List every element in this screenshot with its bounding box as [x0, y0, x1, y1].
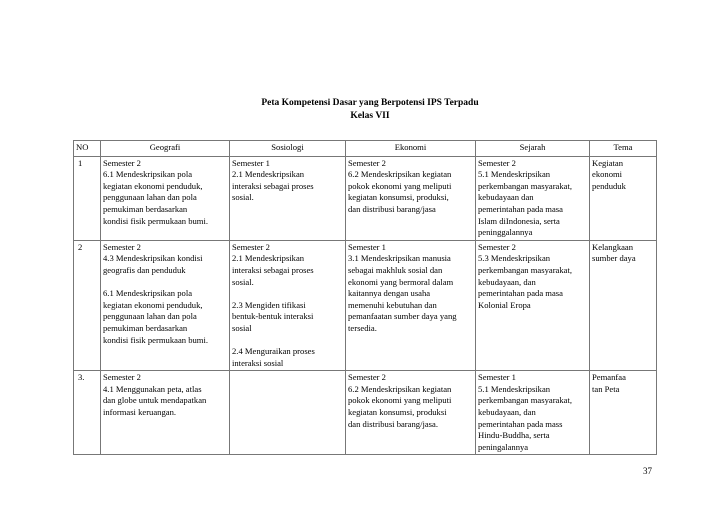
column-header-sejarah: Sejarah — [476, 141, 590, 157]
cell-line: pemerintahan pada mass — [478, 418, 563, 429]
cell-line: 2.1 Mendeskripsikan — [232, 169, 305, 180]
cell-line: Hindu-Buddha, serta — [478, 430, 550, 441]
cell-line: perkembangan masyarakat, — [478, 180, 573, 191]
cell-line: sumber daya — [592, 253, 636, 264]
cell-line: dan distribusi barang/jasa. — [348, 418, 438, 429]
cell-line: pokok ekonomi yang meliputi — [348, 180, 452, 191]
cell-line — [232, 288, 343, 300]
cell-line: 6.2 Mendeskripsikan kegiatan — [348, 169, 452, 180]
cell-line: kegiatan konsumsi, produksi, — [348, 192, 449, 203]
cell-line: informasi keruangan. — [103, 407, 177, 418]
cell-geografi — [101, 371, 230, 455]
cell-line: interaksi sosial — [232, 357, 284, 368]
table-row — [74, 371, 657, 455]
cell-line: kebudayaan, dan — [478, 276, 536, 287]
cell-line: sosial — [232, 322, 252, 333]
cell-line: peninggalannya — [478, 227, 533, 238]
cell-line: kebudayaan dan — [478, 192, 534, 203]
cell-sejarah — [476, 156, 590, 240]
cell-line: tan Peta — [592, 383, 620, 394]
document-subtitle: Kelas VII — [350, 111, 390, 121]
cell-line: Semester 2 — [103, 241, 141, 252]
cell-geografi — [101, 240, 230, 371]
cell-line: penggunaan lahan dan pola — [103, 192, 197, 203]
cell-line: 6.1 Mendeskripsikan pola — [103, 169, 193, 180]
cell-line: geografis dan penduduk — [103, 264, 186, 275]
cell-sosiologi — [230, 371, 346, 455]
cell-geografi — [101, 156, 230, 240]
cell-ekonomi — [346, 240, 476, 371]
cell-line: Semester 2 — [478, 157, 516, 168]
page-number: 37 — [643, 466, 652, 476]
cell-line: perkembangan masyarakat, — [478, 395, 573, 406]
cell-line: Semester 1 — [348, 241, 386, 252]
column-header-tema: Tema — [590, 141, 657, 157]
cell-line: kondisi fisik permukaan bumi. — [103, 215, 209, 226]
cell-line: Semester 1 — [478, 372, 516, 383]
cell-line: interaksi sebagai proses — [232, 180, 314, 191]
cell-line: pemukiman berdasarkan — [103, 322, 188, 333]
cell-line: perkembangan masyarakat, — [478, 264, 573, 275]
cell-line: 2.1 Mendeskripsikan — [232, 253, 305, 264]
cell-line: Semester 2 — [232, 241, 270, 252]
cell-line — [103, 277, 227, 289]
cell-line: pemanfaatan sumber daya yang — [348, 311, 457, 322]
cell-line: peningalannya — [478, 441, 529, 452]
cell-line: dan globe untuk mendapatkan — [103, 395, 207, 406]
cell-line: Semester 2 — [103, 157, 141, 168]
cell-line: Islam diIndonesia, serta — [478, 215, 560, 226]
column-header-no: NO — [74, 141, 101, 157]
cell-line: 3.1 Mendeskripsikan manusia — [348, 253, 451, 264]
cell-line: Pemanfaa — [592, 372, 626, 383]
cell-line: kaitannya dengan usaha — [348, 288, 431, 299]
table-header-row — [74, 141, 657, 157]
cell-line: kegiatan ekonomi penduduk, — [103, 299, 203, 310]
cell-line: Semester 2 — [348, 157, 386, 168]
row-number: 1 — [74, 156, 101, 240]
cell-line: ekonomi — [592, 169, 623, 180]
cell-line: sosial. — [232, 192, 254, 203]
column-header-geografi: Geografi — [101, 141, 230, 157]
cell-line: Semester 2 — [478, 241, 516, 252]
cell-line: kebudayaan, dan — [478, 407, 536, 418]
cell-sosiologi — [230, 240, 346, 371]
cell-line: tersedia. — [348, 322, 377, 333]
cell-line: 4.3 Mendeskripsikan kondisi — [103, 253, 203, 264]
cell-line: bentuk-bentuk interaksi — [232, 311, 314, 322]
cell-line: penggunaan lahan dan pola — [103, 311, 197, 322]
cell-line: kegiatan konsumsi, produksi — [348, 407, 447, 418]
cell-line: Semester 2 — [103, 372, 141, 383]
cell-line: pokok ekonomi yang meliputi — [348, 395, 452, 406]
cell-sosiologi — [230, 156, 346, 240]
competency-map-table — [73, 140, 657, 455]
cell-line: memenuhi kebutuhan dan — [348, 299, 437, 310]
cell-ekonomi — [346, 156, 476, 240]
cell-line: interaksi sebagai proses — [232, 264, 314, 275]
cell-line: 2.3 Mengiden tifikasi — [232, 299, 306, 310]
cell-line: 6.1 Mendeskripsikan pola — [103, 288, 193, 299]
cell-line: kondisi fisik permukaan bumi. — [103, 334, 209, 345]
cell-line — [232, 335, 343, 347]
cell-line: kegiatan ekonomi penduduk, — [103, 180, 203, 191]
cell-sejarah — [476, 240, 590, 371]
cell-line: sosial. — [232, 276, 254, 287]
document-header — [200, 97, 540, 123]
cell-line: 5.3 Mendeskripsikan — [478, 253, 551, 264]
cell-line: Kelangkaan — [592, 241, 634, 252]
cell-line: sebagai makhluk sosial dan — [348, 264, 443, 275]
cell-line: Kegiatan — [592, 157, 624, 168]
cell-line: 5.1 Mendeskripsikan — [478, 383, 551, 394]
cell-line: 2.4 Menguraikan proses — [232, 346, 315, 357]
cell-ekonomi — [346, 371, 476, 455]
cell-line: 6.2 Mendeskripsikan kegiatan — [348, 383, 452, 394]
cell-line: pemerintahan pada masa — [478, 203, 563, 214]
cell-line: penduduk — [592, 180, 626, 191]
cell-tema — [590, 240, 657, 371]
column-header-sosiologi: Sosiologi — [230, 141, 346, 157]
cell-tema — [590, 156, 657, 240]
row-number: 3. — [74, 371, 101, 455]
cell-line: 5.1 Mendeskripsikan — [478, 169, 551, 180]
cell-line: pemerintahan pada masa — [478, 288, 563, 299]
column-header-ekonomi: Ekonomi — [346, 141, 476, 157]
table-row — [74, 156, 657, 240]
cell-line: dan distribusi barang/jasa — [348, 203, 436, 214]
cell-line: Semester 1 — [232, 157, 270, 168]
cell-line: Semester 2 — [348, 372, 386, 383]
cell-line: Kolonial Eropa — [478, 299, 531, 310]
table-row — [74, 240, 657, 371]
cell-line: pemukiman berdasarkan — [103, 203, 188, 214]
row-number: 2 — [74, 240, 101, 371]
cell-line: ekonomi yang bermoral dalam — [348, 276, 454, 287]
document-title: Peta Kompetensi Dasar yang Berpotensi IPS Terpadu — [261, 98, 479, 108]
cell-line: 4.1 Menggunakan peta, atlas — [103, 383, 202, 394]
cell-tema — [590, 371, 657, 455]
table-body — [74, 156, 657, 455]
cell-sejarah — [476, 371, 590, 455]
